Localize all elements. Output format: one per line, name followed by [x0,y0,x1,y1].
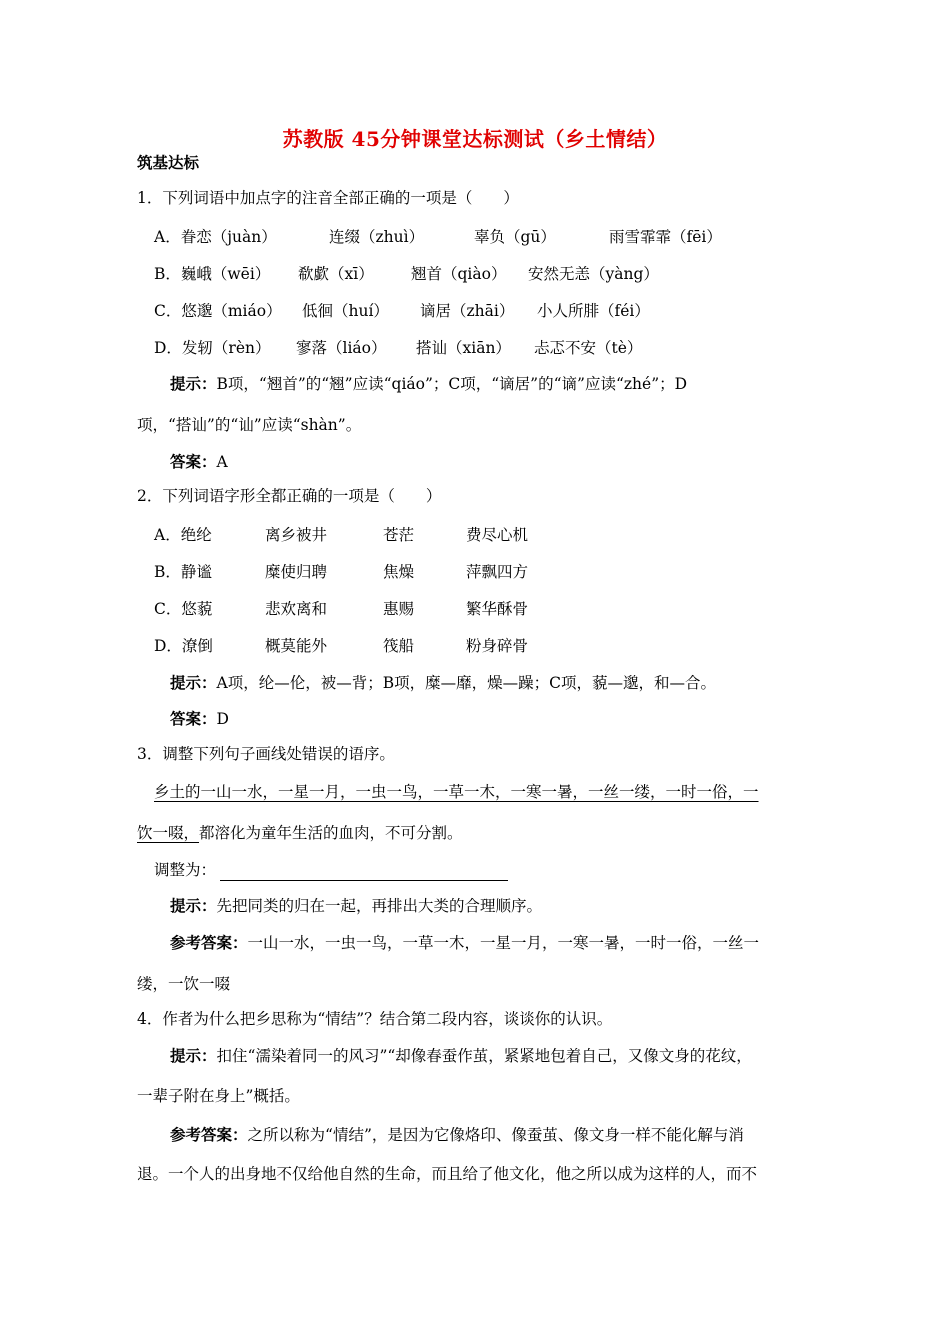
answer-value: D [216,710,229,728]
hint-label: 提示： [170,673,217,692]
q1-option-c-3: 谪居（zhāi） [420,302,515,320]
q1-option-d-1: D．发轫（rèn） [154,339,271,357]
q1-option-b-2: 欷歔（xī） [298,265,374,283]
question-2-hint [170,672,716,694]
q2-option-c-1: C．悠藐 [154,600,213,618]
question-3-reference [170,932,759,954]
q1-option-d-4: 忐忑不安（tè） [534,339,643,357]
q2-option-d-1: D．潦倒 [154,637,213,655]
hint-label: 提示： [170,374,217,393]
q2-option-a-2: 离乡被井 [265,526,328,544]
question-1-hint [170,373,687,395]
question-3-hint [170,895,542,917]
q2-option-a-3: 苍茫 [383,526,415,544]
q2-option-c-3: 惠赐 [383,600,415,618]
question-3-reference-cont: 缕，一饮一啜 [137,975,231,993]
reference-text: 之所以称为“情结”，是因为它像烙印、像蚕茧、像文身一样不能化解与消 [247,1126,744,1144]
underlined-segment: 饮一啜， [137,824,200,842]
hint-text: A项，纶—伦，被—背；B项，糜—靡，燥—躁；C项，藐—邈，和—合。 [216,674,716,692]
q2-option-a-4: 费尽心机 [466,526,529,544]
q2-option-d-2: 概莫能外 [265,637,328,655]
question-1-hint-cont: 项，“搭讪”的“讪”应读“shàn”。 [137,416,362,434]
answer-label: 答案： [170,452,217,471]
hint-label: 提示： [170,896,217,915]
question-1-answer [170,451,228,473]
answer-value: A [216,453,228,471]
question-3-sentence-underlined: 乡土的一山一水，一星一月，一虫一鸟，一草一木，一寒一暑，一丝一缕，一时一俗，一 [154,783,759,801]
q2-option-c-4: 繁华酥骨 [466,600,529,618]
question-4-hint [170,1045,752,1067]
q2-option-b-2: 糜使归聘 [265,563,328,581]
hint-text: 扣住“濡染着同一的风习”“却像春蚕作茧，紧紧地包着自己，又像文身的花纹， [216,1047,752,1065]
question-3-stem: 3．调整下列句子画线处错误的语序。 [137,745,395,763]
q1-option-a-3: 辜负（gū） [474,228,556,246]
q1-option-d-3: 搭讪（xiān） [416,339,511,357]
q1-option-a-1: A．眷恋（juàn） [154,228,277,246]
q2-option-c-2: 悲欢离和 [265,600,328,618]
q1-option-a-4: 雨雪霏霏（fēi） [609,228,722,246]
question-4-hint-cont: 一辈子附在身上”概括。 [137,1087,300,1105]
adjust-label: 调整为： [154,861,217,879]
q2-option-b-1: B．静谧 [154,563,212,581]
document-title: 苏教版 45分钟课堂达标测试（乡土情结） [282,127,668,151]
question-1-stem: 1．下列词语中加点字的注音全部正确的一项是（ ） [137,189,519,207]
question-4-stem: 4．作者为什么把乡思称为“情结”？结合第二段内容，谈谈你的认识。 [137,1010,613,1028]
hint-text: 先把同类的归在一起，再排出大类的合理顺序。 [216,897,543,915]
q1-option-b-4: 安然无恙（yàng） [528,265,659,283]
q1-option-d-2: 寥落（liáo） [296,339,387,357]
q2-option-b-3: 焦燥 [383,563,415,581]
q2-option-a-1: A．绝纶 [154,526,212,544]
section-heading: 筑基达标 [137,153,200,172]
q1-option-b-3: 翘首（qiào） [411,265,507,283]
q1-option-c-4: 小人所腓（féi） [537,302,650,320]
q2-option-b-4: 萍飘四方 [466,563,529,581]
sentence-rest: 都溶化为童年生活的血肉，不可分割。 [199,824,463,842]
question-2-answer [170,708,229,730]
question-4-reference [170,1124,744,1146]
question-2-stem: 2．下列词语字形全都正确的一项是（ ） [137,487,442,505]
answer-blank-line[interactable] [220,864,508,881]
hint-label: 提示： [170,1046,217,1065]
q2-option-d-3: 筏船 [383,637,415,655]
question-3-sentence-cont [137,822,463,844]
q1-option-b-1: B．巍峨（wēi） [154,265,271,283]
reference-label: 参考答案： [170,1125,248,1144]
q1-option-a-2: 连缀（zhuì） [329,228,425,246]
question-3-adjust [154,859,508,881]
question-4-reference-cont: 退。一个人的出身地不仅给他自然的生命，而且给了他文化，他之所以成为这样的人，而不 [137,1165,758,1183]
reference-label: 参考答案： [170,933,248,952]
hint-text: B项，“翘首”的“翘”应读“qiáo”；C项，“谪居”的“谪”应读“zhé”；D [216,375,688,393]
reference-text: 一山一水，一虫一鸟，一草一木，一星一月，一寒一暑，一时一俗，一丝一 [247,934,760,952]
q1-option-c-1: C．悠邈（miáo） [154,302,282,320]
q1-option-c-2: 低徊（huí） [302,302,389,320]
answer-label: 答案： [170,709,217,728]
q2-option-d-4: 粉身碎骨 [466,637,529,655]
